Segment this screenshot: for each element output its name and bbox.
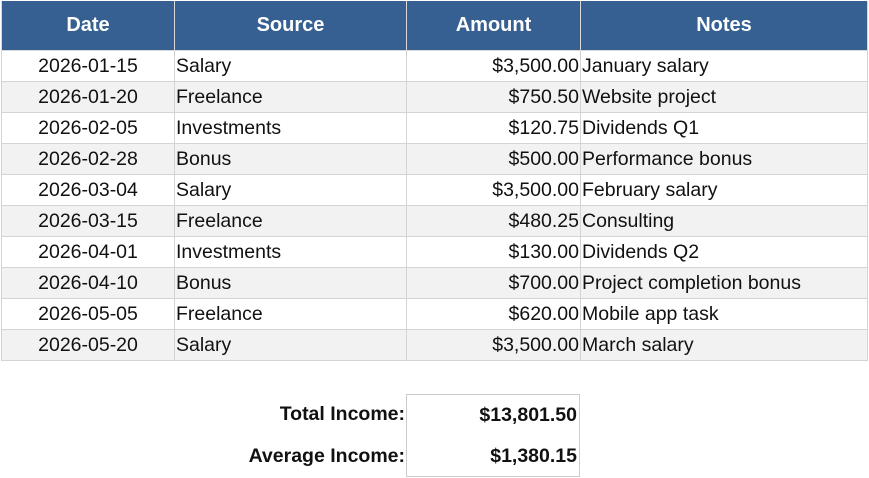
table-row [2, 299, 868, 330]
table-row [2, 330, 868, 361]
table-row [2, 51, 868, 82]
cell-source[interactable]: Freelance [175, 299, 407, 330]
cell-amount[interactable]: $120.75 [407, 113, 581, 144]
cell-source[interactable]: Bonus [175, 268, 407, 299]
cell-date[interactable]: 2026-03-04 [2, 175, 175, 206]
table-row [2, 206, 868, 237]
cell-date[interactable]: 2026-05-05 [2, 299, 175, 330]
cell-notes[interactable]: Consulting [581, 206, 868, 237]
cell-amount[interactable]: $3,500.00 [407, 330, 581, 361]
cell-notes[interactable]: February salary [581, 175, 868, 206]
cell-notes[interactable]: March salary [581, 330, 868, 361]
cell-date[interactable]: 2026-04-10 [2, 268, 175, 299]
table-row [2, 237, 868, 268]
header-row [2, 1, 868, 51]
cell-notes[interactable]: Dividends Q1 [581, 113, 868, 144]
cell-notes[interactable]: Performance bonus [581, 144, 868, 175]
cell-source[interactable]: Investments [175, 237, 407, 268]
header-source[interactable]: Source [175, 1, 407, 51]
cell-date[interactable]: 2026-02-05 [2, 113, 175, 144]
header-notes[interactable]: Notes [581, 1, 868, 51]
cell-notes[interactable]: Project completion bonus [581, 268, 868, 299]
cell-amount[interactable]: $700.00 [407, 268, 581, 299]
table-row [2, 82, 868, 113]
cell-amount[interactable]: $130.00 [407, 237, 581, 268]
cell-amount[interactable]: $3,500.00 [407, 175, 581, 206]
cell-source[interactable]: Freelance [175, 82, 407, 113]
header-amount[interactable]: Amount [407, 1, 581, 51]
cell-amount[interactable]: $3,500.00 [407, 51, 581, 82]
average-income-label: Average Income: [248, 445, 405, 467]
income-table [1, 1, 868, 361]
average-income-row [0, 436, 580, 477]
cell-source[interactable]: Investments [175, 113, 407, 144]
cell-date[interactable]: 2026-04-01 [2, 237, 175, 268]
table-row [2, 113, 868, 144]
cell-notes[interactable]: Mobile app task [581, 299, 868, 330]
cell-date[interactable]: 2026-03-15 [2, 206, 175, 237]
cell-amount[interactable]: $480.25 [407, 206, 581, 237]
cell-source[interactable]: Freelance [175, 206, 407, 237]
cell-source[interactable]: Bonus [175, 144, 407, 175]
average-income-value[interactable]: $1,380.15 [406, 436, 580, 477]
cell-source[interactable]: Salary [175, 330, 407, 361]
cell-source[interactable]: Salary [175, 175, 407, 206]
cell-date[interactable]: 2026-01-15 [2, 51, 175, 82]
cell-notes[interactable]: Dividends Q2 [581, 237, 868, 268]
cell-date[interactable]: 2026-01-20 [2, 82, 175, 113]
table-row [2, 175, 868, 206]
cell-date[interactable]: 2026-05-20 [2, 330, 175, 361]
cell-amount[interactable]: $750.50 [407, 82, 581, 113]
cell-notes[interactable]: Website project [581, 82, 868, 113]
cell-date[interactable]: 2026-02-28 [2, 144, 175, 175]
total-income-value[interactable]: $13,801.50 [406, 394, 580, 437]
cell-notes[interactable]: January salary [581, 51, 868, 82]
total-income-label: Total Income: [279, 403, 405, 425]
cell-source[interactable]: Salary [175, 51, 407, 82]
table-body [2, 51, 868, 361]
table-row [2, 144, 868, 175]
cell-amount[interactable]: $620.00 [407, 299, 581, 330]
header-date[interactable]: Date [2, 1, 175, 51]
income-spreadsheet [1, 1, 867, 361]
cell-amount[interactable]: $500.00 [407, 144, 581, 175]
total-income-row [0, 394, 580, 435]
table-row [2, 268, 868, 299]
